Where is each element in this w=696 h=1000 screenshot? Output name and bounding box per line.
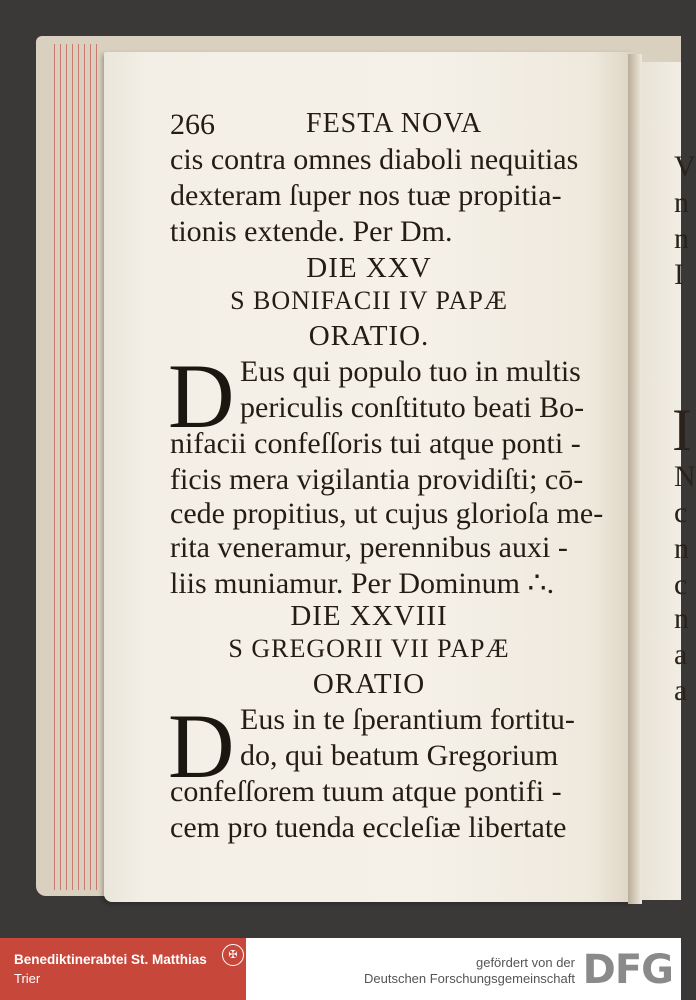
dfg-logo[interactable]: DFG (582, 947, 673, 993)
text-line: ficis mera vigilantia providiſti; cō- (170, 463, 584, 496)
institution-banner[interactable] (0, 938, 246, 1000)
right-page-fragment: V (674, 150, 696, 183)
text-line: cede propitius, ut cujus glorioſa me- (170, 497, 604, 530)
text-line: nifacii confeſſoris tui atque ponti - (170, 427, 581, 460)
text-line: rita veneramur, perennibus auxi - (170, 531, 568, 564)
right-page-fragment: c (674, 496, 688, 529)
abbey-seal-icon: ✠ (222, 944, 244, 966)
right-page-fragment: n (674, 602, 689, 635)
right-page-fragment: a (674, 638, 688, 671)
right-page-fragment: n (674, 222, 689, 255)
text-line: dexteram ſuper nos tuæ propitia- (170, 179, 562, 212)
right-page-fragment: n (674, 532, 689, 565)
text-line: tionis extende. Per Dm. (170, 215, 453, 248)
drop-cap: D (168, 345, 235, 447)
book-gutter (628, 54, 642, 904)
right-page-fragment: c (674, 568, 688, 601)
funding-line-1: gefördert von der (475, 955, 575, 970)
right-page (640, 62, 696, 900)
institution-name: Benediktinerabtei St. Matthias (14, 952, 207, 967)
right-page-fragment: I (672, 397, 692, 463)
text-line: periculis conſtituto beati Bo- (240, 391, 585, 424)
saint-heading: S GREGORII VII PAPÆ (228, 634, 510, 663)
page-number: 266 (170, 108, 215, 141)
saint-heading: S BONIFACII IV PAPÆ (230, 286, 508, 315)
day-heading: DIE XXV (306, 252, 432, 284)
funding-line-2: Deutschen Forschungsgemeinschaft (363, 971, 575, 986)
text-line: confeſſorem tuum atque pontifi - (170, 775, 562, 808)
text-line: Eus qui populo tuo in multis (240, 355, 581, 388)
right-page-fragment: n (674, 186, 689, 219)
text-line: Eus in te ſperantium fortitu- (240, 703, 575, 736)
oratio-heading: ORATIO (312, 668, 426, 700)
text-line: liis muniamur. Per Dominum ∴. (170, 567, 555, 600)
footer-bar (0, 938, 681, 1000)
oratio-heading: ORATIO. (308, 320, 430, 352)
right-page-fragment: N (674, 460, 696, 493)
text-line: cis contra omnes diaboli nequitias (170, 143, 579, 176)
day-heading: DIE XXVIII (290, 600, 448, 632)
right-page-fragment: I (674, 258, 684, 291)
text-line: do, qui beatum Gregorium (240, 739, 559, 772)
text-line: cem pro tuenda eccleſiæ libertate (170, 811, 567, 844)
running-head: FESTA NOVA (306, 108, 483, 139)
institution-city: Trier (14, 971, 41, 986)
right-page-fragment: a (674, 674, 688, 707)
drop-cap: D (168, 695, 235, 797)
